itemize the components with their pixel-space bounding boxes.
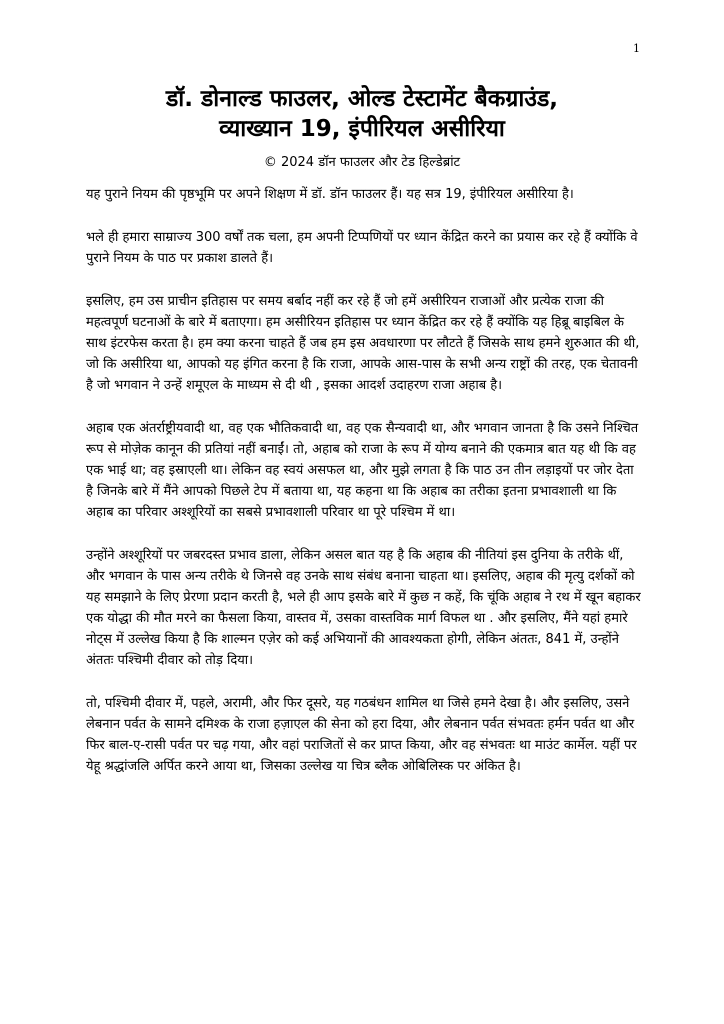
- document-title: [60, 84, 664, 144]
- paragraph-1: यह पुराने नियम की पृष्ठभूमि पर अपने शिक्षण में डॉ. डॉन फाउलर हैं। यह सत्र 19, इंपीरियल असीरिया है।: [86, 187, 574, 202]
- paragraph-6: तो, पश्चिमी दीवार में, पहले, अरामी, और फिर दूसरे, यह गठबंधन शामिल था जिसे हमने देखा है। और इसलिए, उसने लेबनान पर्वत के सामने दमिश्क के राजा हज़ाएल की सेना को हरा दिया, और लेबनान पर्वत संभवतः हर्मन पर्वत था और फिर बाल-ए-रासी पर्वत पर चढ़ गया, और वहां पराजितों से कर प्राप्त किया, और वह संभवतः था माउंट कार्मेल. यहीं पर येहू श्रद्धांजलि अर्पित करने आया था, जिसका उल्लेख या चित्र ब्लैक ओबिलिस्क पर अंकित है।: [86, 696, 637, 774]
- paragraph-2: भले ही हमारा साम्राज्य 300 वर्षों तक चला, हम अपनी टिप्पणियों पर ध्यान केंद्रित करने का प्रयास कर रहे हैं क्योंकि वे पुराने नियम के पाठ पर प्रकाश डालते हैं।: [86, 230, 638, 266]
- document-body: [86, 184, 642, 799]
- paragraph-4: अहाब एक अंतर्राष्ट्रीयवादी था, वह एक भौतिकवादी था, वह एक सैन्यवादी था, और भगवान जानता है कि उसने निश्चित रूप से मोज़ेक कानून की प्रतियां नहीं बनाईं। तो, अहाब को राजा के रूप में योग्य बनाने की एकमात्र बात यह थी कि वह एक भाई था; वह इस्राएली था। लेकिन वह स्वयं असफल था, और मुझे लगता है कि पाठ उन तीन लड़ाइयों पर जोर देता है जिनके बारे में मैंने आपको पिछले टेप में बताया था, यह कहना था कि अहाब का तरीका इतना प्रभावशाली था कि अहाब का परिवार अश्शूरियों का सबसे प्रभावशाली परिवार था पूरे पश्चिम में था।: [86, 421, 639, 520]
- copyright-line: © 2024 डॉन फाउलर और टेड हिल्डेब्रांट: [263, 155, 461, 170]
- page-number: 1: [633, 42, 640, 55]
- paragraph-5: उन्होंने अश्शूरियों पर जबरदस्त प्रभाव डाला, लेकिन असल बात यह है कि अहाब की नीतियां इस दुनिया के तरीके थीं, और भगवान के पास अन्य तरीके थे जिनसे वह उनके साथ संबंध बनाना चाहता था। इसलिए, अहाब की मृत्यु दर्शकों को यह समझाने के लिए प्रेरणा प्रदान करती है, भले ही आप इसके बारे में कुछ न कहें, कि चूंकि अहाब ने रथ में खून बहाकर एक योद्धा की मौत मरने का फैसला किया, वास्तव में, उसका वास्तविक मार्ग विफल था . और इसलिए, मैंने यहां हमारे नोट्स में उल्लेख किया है कि शाल्मन एज़ेर को कई अभियानों की आवश्यकता होगी, लेकिन अंततः, 841 में, उन्होंने अंततः पश्चिमी दीवार को तोड़ दिया।: [86, 548, 641, 668]
- paragraph-3: इसलिए, हम उस प्राचीन इतिहास पर समय बर्बाद नहीं कर रहे हैं जो हमें असीरियन राजाओं और प्रत्येक राजा की महत्वपूर्ण घटनाओं के बारे में बताएगा। हम असीरियन इतिहास पर ध्यान केंद्रित कर रहे हैं क्योंकि यह हिब्रू बाइबिल के साथ इंटरफेस करता है। हम क्या करना चाहते हैं जब हम इस अवधारणा पर लौटते हैं जिसके साथ हमने शुरुआत की थी, जो कि असीरिया था, आपको यह इंगित करना है कि राजा, आपके आस-पास के सभी अन्य राष्ट्रों की तरह, एक चेतावनी है जो भगवान ने उन्हें शमूएल के माध्यम से दी थी , इसका आदर्श उदाहरण राजा अहाब है।: [86, 294, 640, 393]
- title-line-1: डॉ. डोनाल्ड फाउलर, ओल्ड टेस्टामेंट बैकग्राउंड,: [166, 86, 558, 112]
- title-line-2: व्याख्यान 19, इंपीरियल असीरिया: [219, 116, 505, 142]
